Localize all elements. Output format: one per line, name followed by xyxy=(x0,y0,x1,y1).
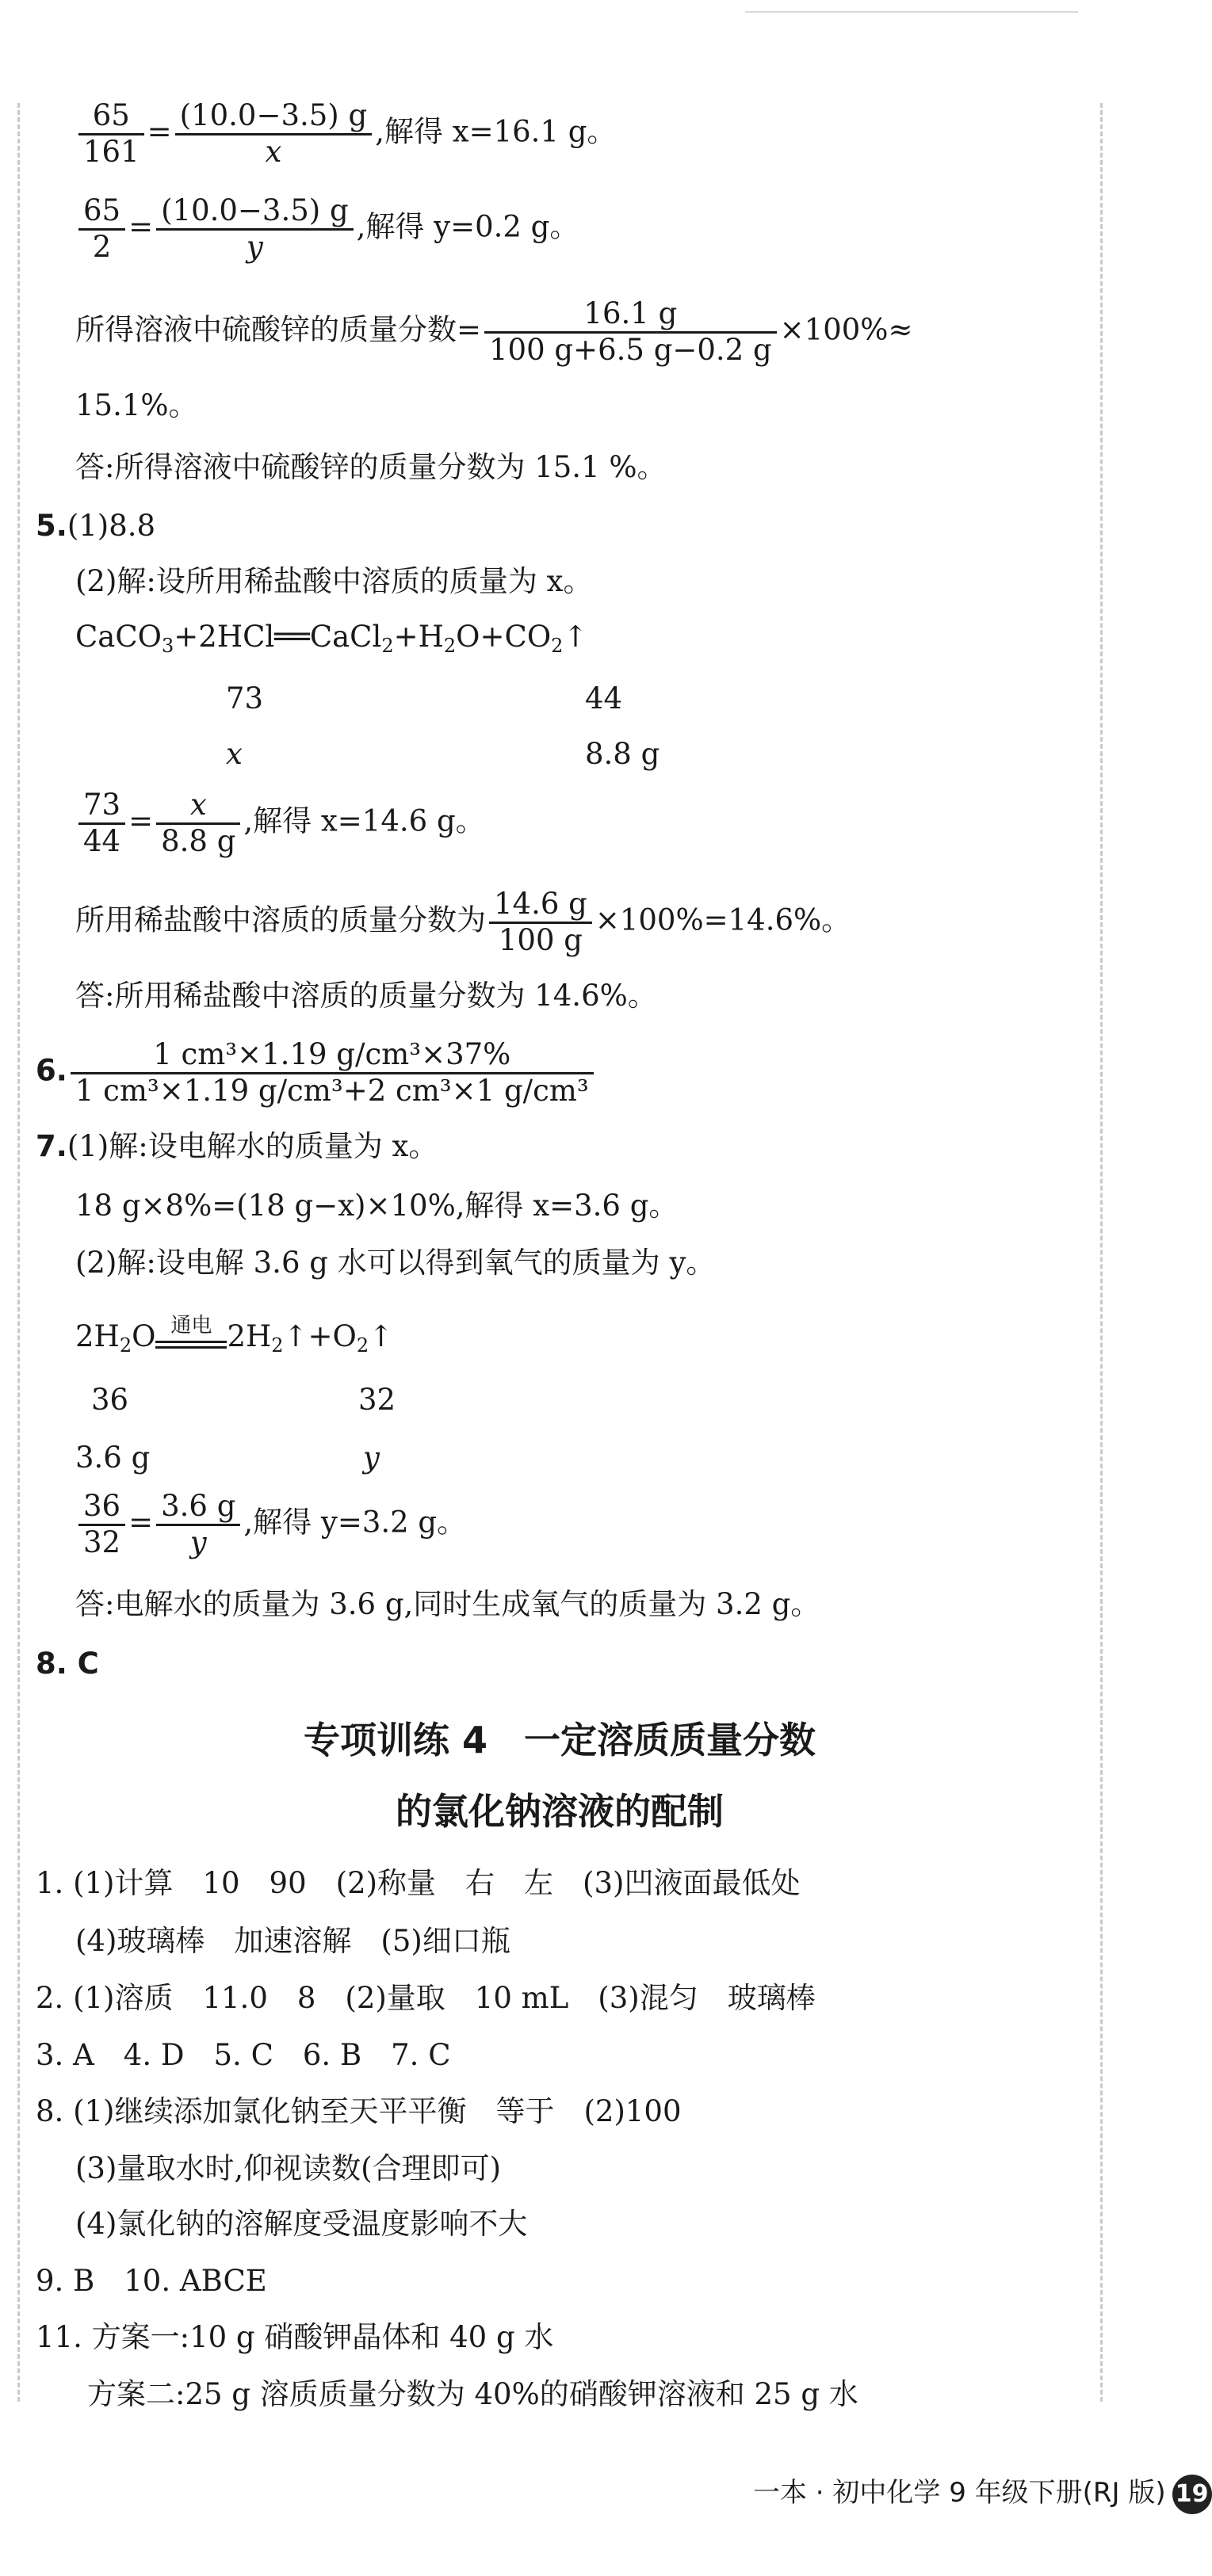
answer-zinc: 答:所得溶液中硫酸锌的质量分数为 15.1 %。 xyxy=(75,450,667,484)
section-heading-1: 专项训练 4 一定溶质质量分数 xyxy=(303,1719,816,1761)
top-rule xyxy=(745,11,1078,13)
result-15-1: 15.1%。 xyxy=(75,388,198,422)
q7-mass-36: 36 xyxy=(91,1383,129,1417)
s2-line: 2. (1)溶质 11.0 8 (2)量取 10 mL (3)混匀 玻璃棒 xyxy=(36,1981,816,2015)
q7-equation: $2H_2O$ 通电 $2H_2↑+O_2↑$ xyxy=(75,1313,394,1357)
q7-ratio: $\frac{36}{32}$ = $\frac{3.6 g}{y}$ ,解得 y=3.2 g。 xyxy=(75,1490,466,1559)
mass-fraction-zinc: 所得溶液中硫酸锌的质量分数= $\frac{16.1 g}{100 g+6.5 g-0.2 g}$ ×100%≈ xyxy=(75,296,913,367)
left-dashed-rule xyxy=(17,103,20,2402)
s9-line: 9. B 10. ABCE xyxy=(36,2264,267,2298)
q5-part1: 5.(1)8.8 xyxy=(36,509,156,543)
s8-line2: (3)量取水时,仰视读数(合理即可) xyxy=(75,2151,502,2185)
s11-line1: 11. 方案一:10 g 硝酸钾晶体和 40 g 水 xyxy=(36,2320,554,2354)
q7-part2: (2)解:设电解 3.6 g 水可以得到氧气的质量为 y。 xyxy=(75,1246,716,1280)
right-dashed-rule xyxy=(1100,103,1103,2402)
q5-part2: (2)解:设所用稀盐酸中溶质的质量为 x。 xyxy=(75,564,593,598)
q6-fraction: 6. $\frac{\text{1 cm³×1.19 g/cm³×37\%}}{\text{1 cm³×1.19 g/cm³+2 cm³×1 g/cm³}}$ xyxy=(36,1038,597,1108)
ratio-line-x: $\frac{65}{161}$ = $\frac{(10.0-3.5) g}{x}$ ,解得 x=16.1 g。 xyxy=(75,99,616,169)
page-footer xyxy=(753,2471,1212,2514)
page-number: 19 xyxy=(1172,2475,1212,2514)
q5-mass-44: 44 xyxy=(585,681,623,716)
s1-line2: (4)玻璃棒 加速溶解 (5)细口瓶 xyxy=(75,1924,510,1958)
q5-percent: 所用稀盐酸中溶质的质量分数为 $\frac{14.6 g}{100 g}$ ×100%=14.6%。 xyxy=(75,887,851,957)
q5-answer: 答:所用稀盐酸中溶质的质量分数为 14.6%。 xyxy=(75,979,657,1013)
q8-answer: 8. C xyxy=(36,1647,99,1681)
q5-var-88: 8.8 g xyxy=(585,737,660,771)
q5-var-x: x xyxy=(226,737,243,771)
q7-part1: 7.(1)解:设电解水的质量为 x。 xyxy=(36,1129,438,1163)
q5-equation: $CaCO_3+2HCl══CaCl_2+H_2O+CO_2↑$ xyxy=(75,620,588,657)
s3-line: 3. A 4. D 5. C 6. B 7. C xyxy=(36,2038,451,2072)
q7-calc: 18 g×8%=(18 g−x)×10%,解得 x=3.6 g。 xyxy=(75,1189,679,1223)
q7-var-36g: 3.6 g xyxy=(75,1441,151,1475)
ratio-line-y: $\frac{65}{2}$ = $\frac{(10.0-3.5) g}{y}$ ,解得 y=0.2 g。 xyxy=(75,194,579,264)
q5-mass-73: 73 xyxy=(226,681,264,716)
s8-line1: 8. (1)继续添加氯化钠至天平平衡 等于 (2)100 xyxy=(36,2094,682,2128)
q7-answer: 答:电解水的质量为 3.6 g,同时生成氧气的质量为 3.2 g。 xyxy=(75,1587,820,1621)
s8-line3: (4)氯化钠的溶解度受温度影响不大 xyxy=(75,2207,528,2241)
section-heading-2: 的氯化钠溶液的配制 xyxy=(396,1790,724,1833)
s1-line1: 1. (1)计算 10 90 (2)称量 右 左 (3)凹液面最低处 xyxy=(36,1866,801,1900)
footer-text: 一本 · 初中化学 9 年级下册(RJ 版) xyxy=(753,2477,1166,2509)
s11-line2: 方案二:25 g 溶质质量分数为 40%的硝酸钾溶液和 25 g 水 xyxy=(87,2377,858,2411)
q7-var-y: y xyxy=(363,1441,380,1475)
q5-ratio: $\frac{73}{44}$ = $\frac{x}{8.8 g}$ ,解得 x=14.6 g。 xyxy=(75,788,485,858)
q7-mass-32: 32 xyxy=(358,1383,396,1417)
